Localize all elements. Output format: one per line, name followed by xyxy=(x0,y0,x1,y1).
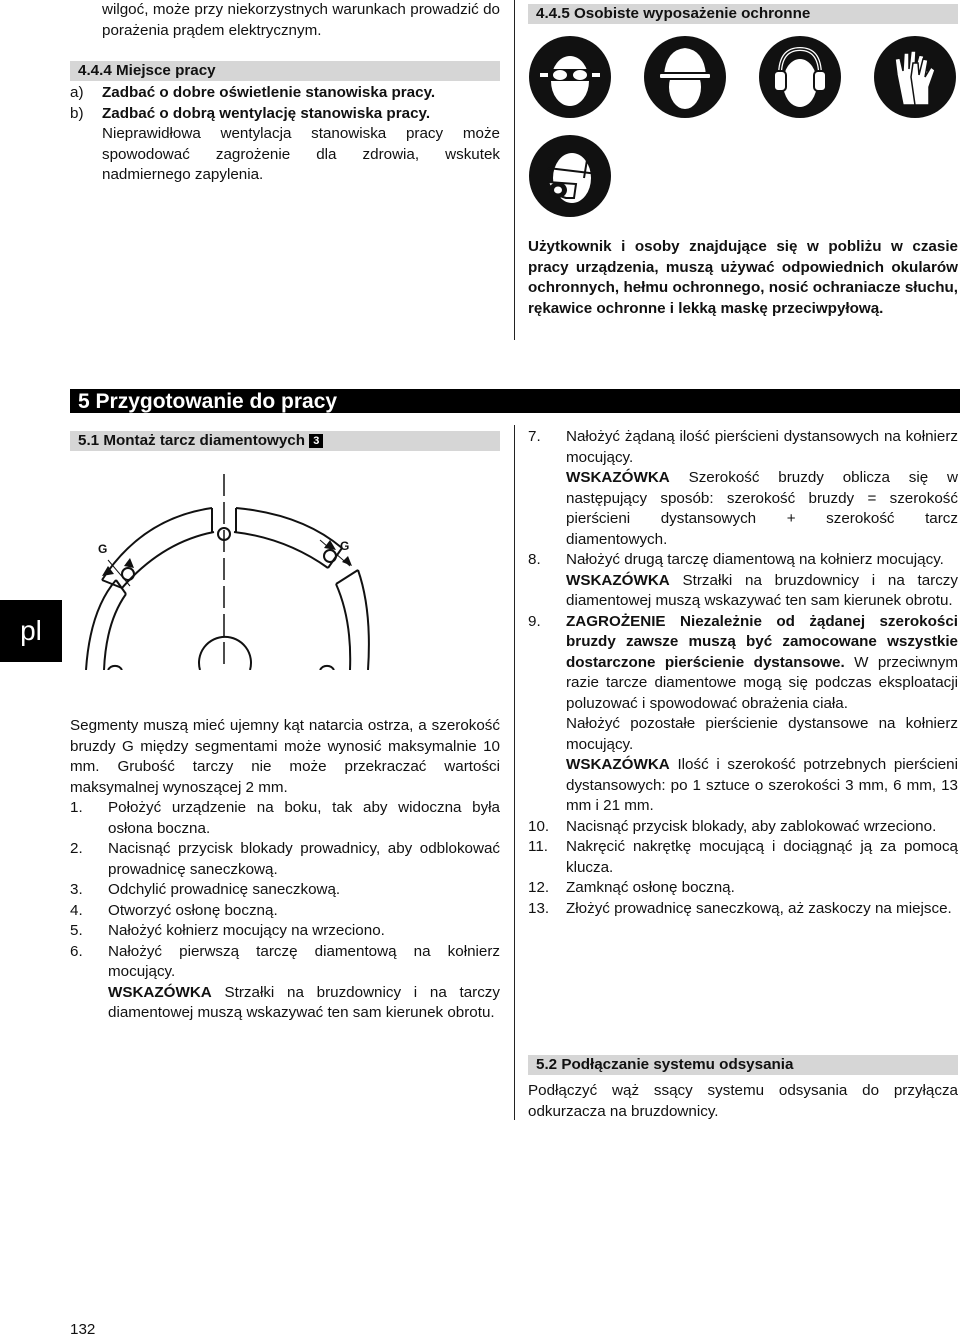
list-item: 5. Nałożyć kołnierz mocujący na wrzeciono. xyxy=(70,922,385,939)
ear-protection-icon xyxy=(758,35,842,119)
list-item: 2. Nacisnąć przycisk blokady prowadnicy, aby odblokować prowadnicę saneczkową. xyxy=(70,840,500,878)
subsection-heading-5-1: 5.1 Montaż tarcz diamentowych 3 xyxy=(70,431,500,451)
column-divider xyxy=(514,0,515,340)
ppe-heading: 4.4.5 Osobiste wyposażenie ochronne xyxy=(528,4,958,24)
list-item: 13. Złożyć prowadnicę saneczkową, aż zaskoczy na miejsce. xyxy=(528,899,952,917)
dust-mask-icon xyxy=(528,134,612,218)
fig-label-g-right: G xyxy=(340,539,350,553)
list-item: 7. Nałożyć żądaną ilość pierścieni dystansowych na kołnierz mocujący. WSKAZÓWKA Szerokość bruzdy oblicza się w następujący sposób: szerokość bruzdy = szerokość pierścieni dystansowych + szerokość tarcz diamentowych. xyxy=(528,428,958,548)
ppe-text: Użytkownik i osoby znajdujące się w pobliżu w czasie pracy urządzenia, muszą używać odpowiednich okularów ochronnych, hełmu ochronnego, nosić ochraniacze słuchu, rękawice ochronne i lekką maskę przeciwpyłową. xyxy=(528,238,958,317)
suction-text: Podłączyć wąż ssący systemu odsysania do przyłącza odkurzacza na bruzdownicy. xyxy=(528,1082,958,1120)
column-divider xyxy=(514,425,515,1120)
helmet-icon xyxy=(643,35,727,119)
list-item: 8. Nałożyć drugą tarczę diamentową na kołnierz mocujący. WSKAZÓWKA Strzałki na bruzdownicy i na tarczy diamentowej muszą wskazywać ten sam kierunek obrotu. xyxy=(528,551,958,609)
list-item: a) Zadbać o dobre oświetlenie stanowiska pracy. xyxy=(70,84,436,101)
list-item: 10. Nacisnąć przycisk blokady, aby zablokować wrzeciono. xyxy=(528,817,937,835)
list-item: 11. Nakręcić nakrętkę mocującą i dociągnąć ją za pomocą klucza. xyxy=(528,838,958,876)
list-item: 1. Położyć urządzenie na boku, tak aby widoczna była osłona boczna. xyxy=(70,799,500,837)
list-item: 3. Odchylić prowadnicę saneczkową. xyxy=(70,881,341,898)
blade-intro: Segmenty muszą mieć ujemny kąt natarcia ostrza, a szerokość bruzdy G między segmentami może wynosić maksymalnie 10 mm. Grubość tarczy nie może przekraczać wartości maksymalnej wynoszącej 2 mm. xyxy=(70,717,500,796)
list-item: 9. ZAGROŻENIE Niezależnie od żądanej szerokości bruzdy zawsze muszą być zamocowane wszystkie dostarczone pierścienie dystansowe. W przeciwnym razie tarcze diamentowe mogą się podczas eksploatacji poluzować i spowodować obrażenia ciała. Nałożyć pozostałe pierścienie dystansowe na kołnierz mocujący. WSKAZÓWKA Ilość i szerokość potrzebnych pierścieni dystansowych: po 1 sztuce o szerokości 3 mm, 6 mm, 13 mm i 21 mm. xyxy=(528,612,958,814)
goggles-icon xyxy=(528,35,612,119)
workplace-heading: 4.4.4 Miejsce pracy xyxy=(70,61,500,81)
warning-tail: wilgoć, może przy niekorzystnych warunkach prowadzić do porażenia prądem elektrycznym. xyxy=(102,1,500,39)
fig-label-g-left: G xyxy=(98,542,108,556)
list-item: 6. Nałożyć pierwszą tarczę diamentową na kołnierz mocujący. WSKAZÓWKA Strzałki na bruzdownicy i na tarczy diamentowej muszą wskazywać ten sam kierunek obrotu. xyxy=(70,942,500,1021)
section-heading: 5 Przygotowanie do pracy xyxy=(70,389,960,413)
blade-figure xyxy=(72,470,372,670)
list-item: 12. Zamknąć osłonę boczną. xyxy=(528,879,735,896)
figure-ref-badge: 3 xyxy=(309,434,323,448)
list-item: b) Zadbać o dobrą wentylację stanowiska pracy. Nieprawidłowa wentylacja stanowiska pracy może spowodować zagrożenie dla zdrowia, wskutek nadmiernego zapylenia. xyxy=(70,104,500,183)
gloves-icon xyxy=(873,35,957,119)
workplace-list xyxy=(70,83,500,186)
steps-left xyxy=(70,798,500,1024)
subsection-heading-5-2: 5.2 Podłączanie systemu odsysania xyxy=(528,1055,958,1075)
steps-right xyxy=(528,427,958,919)
page-number: 132 xyxy=(70,1321,96,1338)
list-item: 4. Otworzyć osłonę boczną. xyxy=(70,901,278,919)
language-tab: pl xyxy=(0,600,62,662)
